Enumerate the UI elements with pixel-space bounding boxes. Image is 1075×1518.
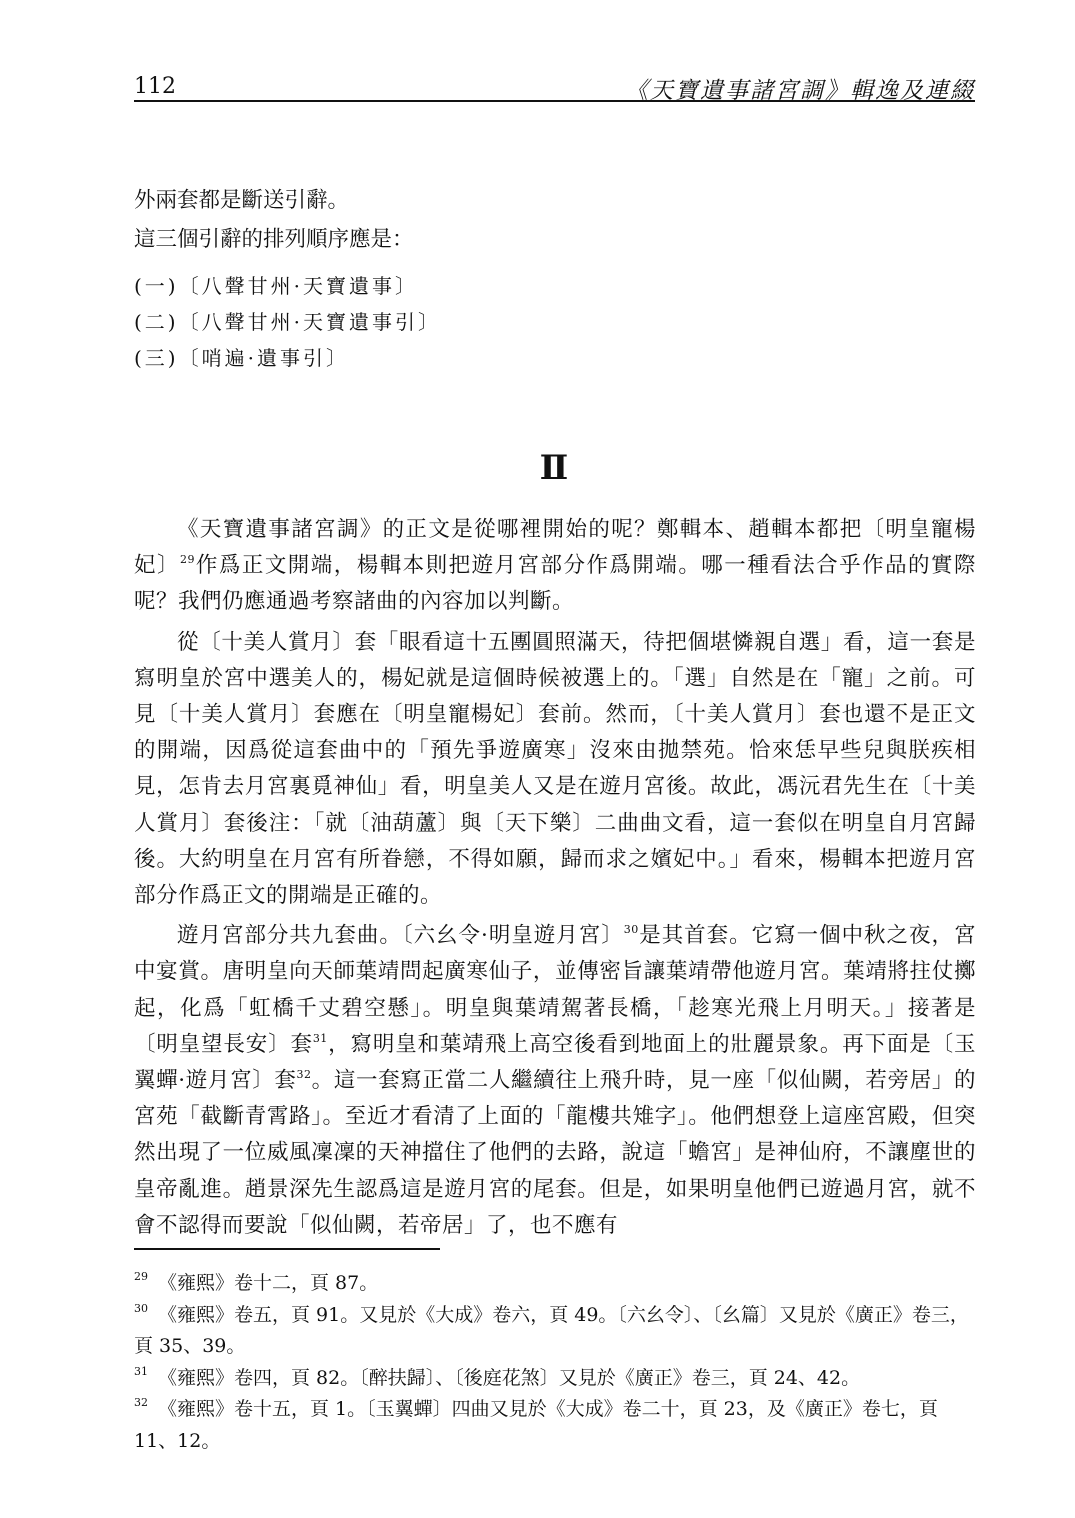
list-item-1: (一)〔八聲甘州·天寶遺事〕: [134, 274, 418, 298]
footnote-ref-30[interactable]: 30: [623, 923, 639, 937]
footnote-ref-32[interactable]: 32: [296, 1068, 312, 1082]
paragraph-3: 遊月宮部分共九套曲。〔六幺令·明皇遊月宮〕$^{30}$是其首套。它寫一個中秋之夜，宮中宴賞。唐明皇向天師葉靖問起廣寒仙子，並傳密旨讓葉靖帶他遊月宮。葉靖將拄仗擲起，化爲「虹橋千丈碧空懸」。明皇與葉靖駕著長橋，「趁寒光飛上月明天。」接著是〔明皇望長安〕套$^{31}$，寫明皇和葉靖飛上高空後看到地面上的壯麗景象。再下面是〔玉翼蟬·遊月宮〕套$^{32}$。這一套寫正當二人繼續往上飛升時，見一座「似仙闕，若旁居」的宮苑「截斷青霄路」。至近才看清了上面的「龍樓共雉字」。他們想登上這座宮殿，但突然出現了一位威風凜凜的天神擋住了他們的去路，說這「蟾宮」是神仙府，不讓塵世的皇帝亂進。趙景深先生認爲這是遊月宮的尾套。但是，如果明皇他們已遊過月宮，就不會不認得而要說「似仙闕，若帝居」了，也不應有: [134, 923, 976, 1238]
list-item-2: (二)〔八聲甘州·天寶遺事引〕: [134, 310, 441, 334]
footnote-rule: [134, 1248, 440, 1250]
list-item-3: (三)〔哨遍·遺事引〕: [134, 346, 349, 370]
footnote-ref-31[interactable]: 31: [312, 1031, 328, 1045]
paragraph-1: 《天寶遺事諸宮調》的正文是從哪裡開始的呢？鄭輯本、趙輯本都把〔明皇寵楊妃〕$^{29}$作爲正文開端，楊輯本則把遊月宮部分作爲開端。哪一種看法合乎作品的實際呢？我們仍應通過考察諸曲的內容加以判斷。: [134, 517, 976, 615]
body-text: [134, 512, 976, 1244]
page-header: [134, 66, 975, 102]
footnotes: [134, 1268, 976, 1457]
intro-line-2: 這三個引辭的排列順序應是：: [134, 227, 414, 252]
footnote-29: $^{29}$ 《雍熙》卷十二，頁 87。: [134, 1270, 379, 1294]
footnote-30: $^{30}$ 《雍熙》卷五，頁 91。又見於《大成》卷六，頁 49。〔六幺令〕、〔幺篇〕又見於《廣正》卷三，頁 35、39。: [134, 1301, 969, 1357]
section-heading: Ⅱ: [539, 448, 569, 488]
intro-line-1: 外兩套都是斷送引辭。: [134, 188, 350, 213]
page-number: 112: [134, 74, 176, 99]
footnote-ref-29[interactable]: 29: [179, 553, 195, 567]
footnote-31: $^{31}$ 《雍熙》卷四，頁 82。〔醉扶歸〕、〔後庭花煞〕又見於《廣正》卷三，頁 24、42。: [134, 1364, 861, 1389]
footnote-32: $^{32}$ 《雍熙》卷十五，頁 1。〔玉翼蟬〕四曲又見於《大成》卷二十，頁 23，及《廣正》卷七，頁 11、12。: [134, 1396, 938, 1452]
paragraph-2: 從〔十美人賞月〕套「眼看這十五團圓照滿天，待把個堪憐親自選」看，這一套是寫明皇於宮中選美人的，楊妃就是這個時候被選上的。「選」自然是在「寵」之前。可見〔十美人賞月〕套應在〔明皇寵楊妃〕套前。然而，〔十美人賞月〕套也還不是正文的開端，因爲從這套曲中的「預先爭遊廣寒」沒來由拋禁苑。恰來恁早些兒與朕疾相見，怎肯去月宮裏覓神仙」看，明皇美人又是在遊月宮後。故此，馮沅君先生在〔十美人賞月〕套後注：「就〔油葫蘆〕與〔天下樂〕二曲曲文看，這一套似在明皇自月宮歸後。大約明皇在月宮有所眷戀，不得如願，歸而求之嬪妃中。」看來，楊輯本把遊月宮部分作爲正文的開端是正確的。: [134, 629, 976, 909]
running-title: 《天寶遺事諸宮調》輯逸及連綴: [625, 78, 975, 104]
header-rule: [134, 100, 975, 102]
